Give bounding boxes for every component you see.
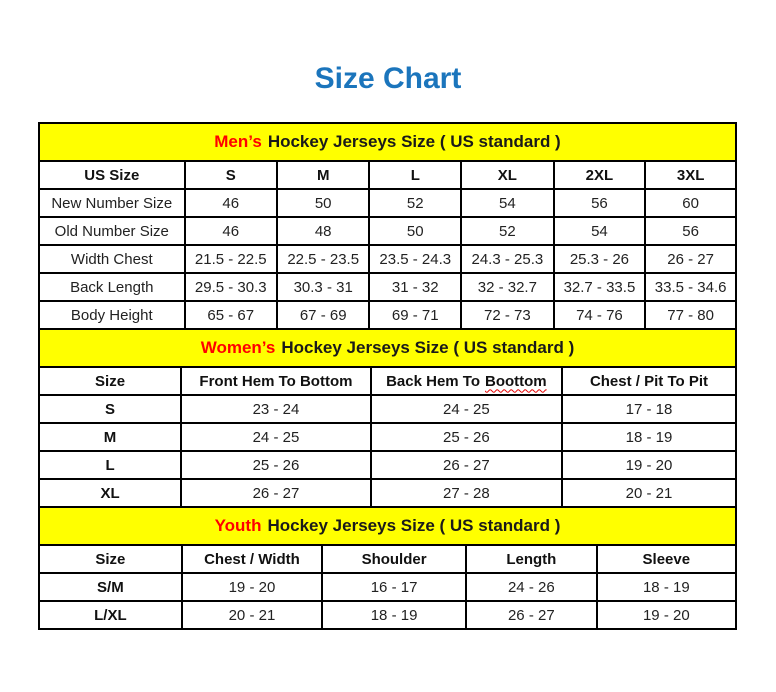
size-value-cell: 33.5 - 34.6: [645, 273, 735, 301]
misspelled-word: Boottom: [485, 372, 547, 390]
size-value-cell: 46: [185, 217, 277, 245]
size-value-cell: 18 - 19: [322, 601, 466, 628]
size-value-cell: 74 - 76: [554, 301, 646, 328]
size-value-cell: 56: [645, 217, 735, 245]
row-label: S/M: [40, 573, 182, 601]
mens-section-banner: [40, 124, 735, 162]
womens-banner-highlight: Women’s: [200, 338, 276, 357]
row-label: New Number Size: [40, 189, 185, 217]
size-value-cell: 24 - 26: [466, 573, 597, 601]
column-header: US Size: [40, 162, 185, 189]
row-label: S: [40, 395, 181, 423]
size-value-cell: 16 - 17: [322, 573, 466, 601]
size-value-cell: 21.5 - 22.5: [185, 245, 277, 273]
size-value-cell: 24.3 - 25.3: [461, 245, 553, 273]
womens-banner-text: Hockey Jerseys Size ( US standard ): [281, 338, 575, 357]
size-value-cell: 50: [277, 189, 369, 217]
column-header-misspelled: [371, 368, 562, 395]
size-value-cell: 20 - 21: [562, 479, 735, 506]
row-label: Old Number Size: [40, 217, 185, 245]
size-value-cell: 18 - 19: [562, 423, 735, 451]
column-header: XL: [461, 162, 553, 189]
size-value-cell: 19 - 20: [182, 573, 322, 601]
mens-banner-highlight: Men’s: [214, 132, 262, 151]
youth-banner-text: Hockey Jerseys Size ( US standard ): [267, 516, 561, 535]
column-header: Sleeve: [597, 546, 735, 573]
column-header: S: [185, 162, 277, 189]
size-value-cell: 67 - 69: [277, 301, 369, 328]
size-value-cell: 26 - 27: [645, 245, 735, 273]
size-value-cell: 54: [461, 189, 553, 217]
row-label: L: [40, 451, 181, 479]
size-value-cell: 24 - 25: [371, 395, 562, 423]
size-value-cell: 32.7 - 33.5: [554, 273, 646, 301]
table-row: [40, 573, 735, 601]
size-value-cell: 30.3 - 31: [277, 273, 369, 301]
size-value-cell: 69 - 71: [369, 301, 461, 328]
size-value-cell: 29.5 - 30.3: [185, 273, 277, 301]
mens-size-table: [40, 162, 735, 328]
row-label: M: [40, 423, 181, 451]
size-value-cell: 17 - 18: [562, 395, 735, 423]
size-value-cell: 20 - 21: [182, 601, 322, 628]
table-row: [40, 451, 735, 479]
size-value-cell: 25 - 26: [371, 423, 562, 451]
table-row: [40, 217, 735, 245]
size-value-cell: 25 - 26: [181, 451, 371, 479]
size-value-cell: 31 - 32: [369, 273, 461, 301]
size-value-cell: 72 - 73: [461, 301, 553, 328]
size-value-cell: 18 - 19: [597, 573, 735, 601]
column-header: 2XL: [554, 162, 646, 189]
column-header: L: [369, 162, 461, 189]
size-value-cell: 26 - 27: [181, 479, 371, 506]
row-label: Body Height: [40, 301, 185, 328]
size-value-cell: 48: [277, 217, 369, 245]
column-header: M: [277, 162, 369, 189]
column-header: Length: [466, 546, 597, 573]
column-header: Shoulder: [322, 546, 466, 573]
table-row: [40, 601, 735, 628]
page-title: Size Chart: [314, 62, 462, 95]
size-value-cell: 26 - 27: [371, 451, 562, 479]
table-row: [40, 395, 735, 423]
column-header: Chest / Width: [182, 546, 322, 573]
womens-header-row: [40, 368, 735, 395]
size-value-cell: 56: [554, 189, 646, 217]
row-label: Back Length: [40, 273, 185, 301]
youth-size-table: [40, 546, 735, 628]
size-value-cell: 27 - 28: [371, 479, 562, 506]
row-label: L/XL: [40, 601, 182, 628]
size-value-cell: 22.5 - 23.5: [277, 245, 369, 273]
youth-header-row: [40, 546, 735, 573]
size-value-cell: 24 - 25: [181, 423, 371, 451]
womens-size-table: [40, 368, 735, 506]
table-row: [40, 301, 735, 328]
column-header: Chest / Pit To Pit: [562, 368, 735, 395]
row-label: XL: [40, 479, 181, 506]
youth-section-banner: [40, 506, 735, 546]
table-row: [40, 245, 735, 273]
size-value-cell: 52: [369, 189, 461, 217]
column-header: 3XL: [645, 162, 735, 189]
size-value-cell: 54: [554, 217, 646, 245]
size-value-cell: 60: [645, 189, 735, 217]
column-header: Size: [40, 368, 181, 395]
size-value-cell: 46: [185, 189, 277, 217]
size-value-cell: 52: [461, 217, 553, 245]
row-label: Width Chest: [40, 245, 185, 273]
mens-banner-text: Hockey Jerseys Size ( US standard ): [267, 132, 561, 151]
table-row: [40, 479, 735, 506]
size-value-cell: 77 - 80: [645, 301, 735, 328]
column-header: Front Hem To Bottom: [181, 368, 371, 395]
size-value-cell: 65 - 67: [185, 301, 277, 328]
column-header-text: Back Hem To: [386, 372, 480, 390]
mens-header-row: [40, 162, 735, 189]
size-value-cell: 26 - 27: [466, 601, 597, 628]
womens-section-banner: [40, 328, 735, 368]
size-value-cell: 19 - 20: [562, 451, 735, 479]
column-header: Size: [40, 546, 182, 573]
size-value-cell: 23 - 24: [181, 395, 371, 423]
size-chart-frame: [38, 122, 737, 630]
size-value-cell: 25.3 - 26: [554, 245, 646, 273]
size-value-cell: 23.5 - 24.3: [369, 245, 461, 273]
youth-banner-highlight: Youth: [214, 516, 262, 535]
table-row: [40, 189, 735, 217]
size-value-cell: 32 - 32.7: [461, 273, 553, 301]
table-row: [40, 423, 735, 451]
size-value-cell: 50: [369, 217, 461, 245]
table-row: [40, 273, 735, 301]
size-value-cell: 19 - 20: [597, 601, 735, 628]
